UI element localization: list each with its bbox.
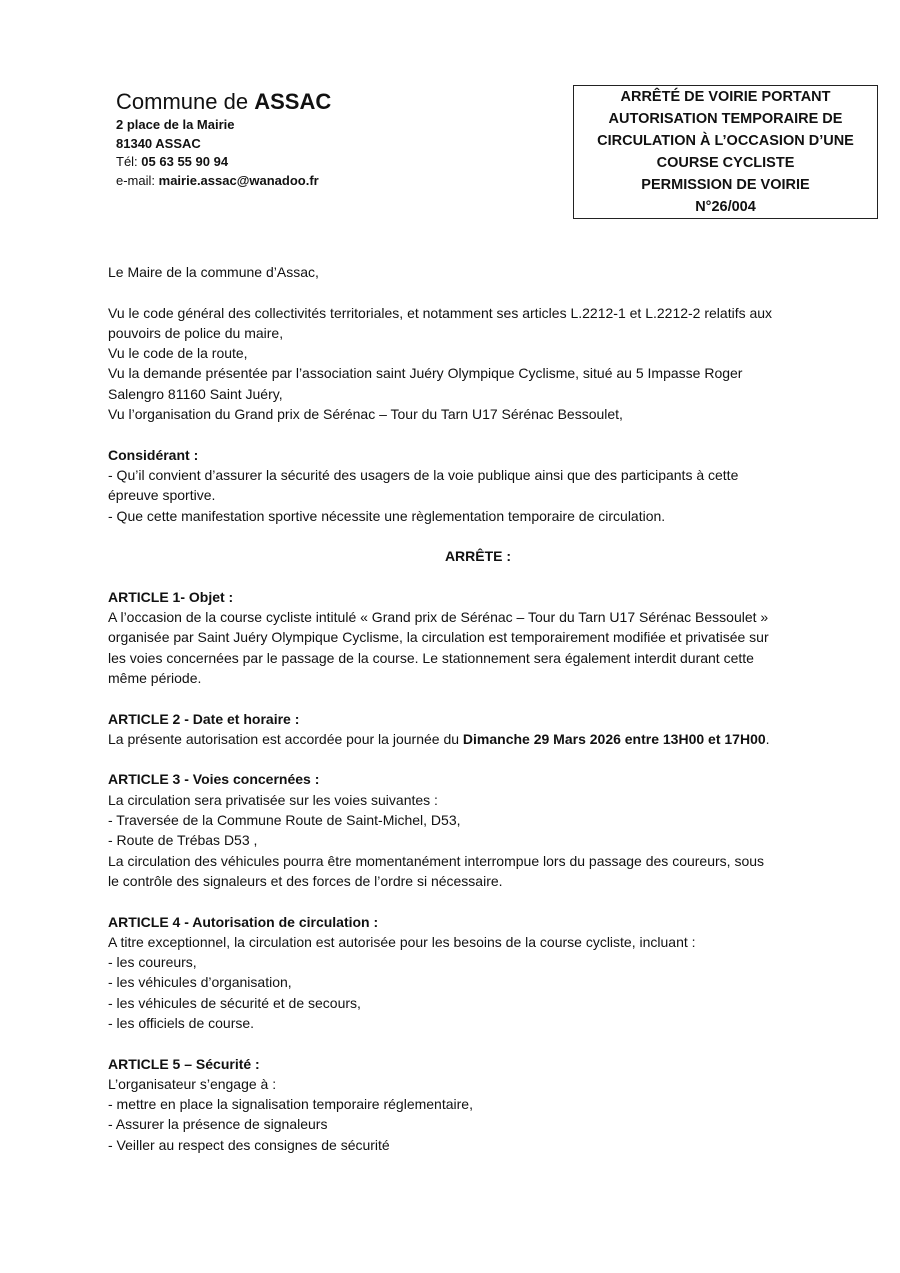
- considerant-line: - Que cette manifestation sportive nécessite une règlementation temporaire de circulation.: [108, 507, 666, 524]
- title-line: COURSE CYCLISTE: [656, 155, 795, 171]
- article-1-heading: ARTICLE 1- Objet :: [108, 588, 234, 605]
- title-line: ARRÊTÉ DE VOIRIE PORTANT: [620, 89, 831, 105]
- commune-phone: Tél: 05 63 55 90 94: [116, 154, 229, 169]
- arrete-heading: ARRÊTE :: [444, 548, 512, 565]
- considerant-heading: Considérant :: [108, 446, 199, 463]
- commune-name: ASSAC: [254, 89, 332, 114]
- article-4-heading: ARTICLE 4 - Autorisation de circulation :: [108, 913, 379, 930]
- commune-title: Commune de ASSAC: [116, 89, 332, 114]
- vu-line: Salengro 81160 Saint Juéry,: [108, 385, 283, 402]
- vu-line: pouvoirs de police du maire,: [108, 324, 284, 341]
- article-5-line: L’organisateur s’engage à :: [108, 1075, 277, 1092]
- article-3-line: - Traversée de la Commune Route de Saint-Michel, D53,: [108, 812, 461, 829]
- decree-title-box: [573, 85, 878, 219]
- vu-line: Vu le code général des collectivités territoriales, et notamment ses articles L.2212-1 et L.2212-2 relatifs aux: [108, 304, 773, 321]
- article-5-heading: ARTICLE 5 – Sécurité :: [108, 1055, 260, 1072]
- article-2-text: La présente autorisation est accordée pour la journée du Dimanche 29 Mars 2026 entre 13H00 et 17H00.: [108, 730, 770, 747]
- commune-address: 2 place de la Mairie: [116, 117, 235, 132]
- article-5-line: - mettre en place la signalisation temporaire réglementaire,: [108, 1096, 473, 1113]
- article-2-heading: ARTICLE 2 - Date et horaire :: [108, 710, 300, 727]
- article-4-line: - les véhicules d’organisation,: [108, 974, 292, 991]
- article-4-line: - les officiels de course.: [108, 1014, 255, 1031]
- commune-header: [116, 88, 331, 190]
- article-1-line: A l’occasion de la course cycliste intitulé « Grand prix de Sérénac – Tour du Tarn U17 Sérénac Bessoulet »: [108, 609, 769, 626]
- article-3-line: La circulation sera privatisée sur les voies suivantes :: [108, 791, 438, 808]
- event-date: Dimanche 29 Mars 2026 entre 13H00 et 17H00: [462, 730, 766, 747]
- considerant-line: - Qu’il convient d’assurer la sécurité des usagers de la voie publique ainsi que des participants à cette: [108, 466, 739, 483]
- article-5-line: - Veiller au respect des consignes de sécurité: [108, 1136, 390, 1153]
- title-line: AUTORISATION TEMPORAIRE DE: [608, 111, 843, 127]
- article-4-line: A titre exceptionnel, la circulation est autorisée pour les besoins de la course cycliste, incluant :: [108, 933, 696, 950]
- intro-text: Le Maire de la commune d’Assac,: [108, 264, 319, 280]
- vu-line: Vu l’organisation du Grand prix de Sérénac – Tour du Tarn U17 Sérénac Bessoulet,: [108, 406, 623, 423]
- vu-line: Vu le code de la route,: [108, 345, 248, 362]
- article-3-line: - Route de Trébas D53 ,: [108, 832, 258, 849]
- article-4-line: - les véhicules de sécurité et de secours,: [108, 994, 361, 1011]
- article-3-heading: ARTICLE 3 - Voies concernées :: [108, 771, 320, 788]
- commune-email: e-mail: mairie.assac@wanadoo.fr: [116, 172, 319, 188]
- article-1-line: organisée par Saint Juéry Olympique Cyclisme, la circulation est temporairement modifiée et privatisée sur: [108, 629, 769, 646]
- article-5-line: - Assurer la présence de signaleurs: [108, 1116, 328, 1133]
- article-1-line: même période.: [108, 669, 202, 686]
- commune-postal-city: 81340 ASSAC: [116, 135, 201, 151]
- article-1-line: les voies concernées par le passage de la course. Le stationnement sera également interdit durant cette: [108, 649, 754, 666]
- considerant-line: épreuve sportive.: [108, 487, 216, 504]
- article-3-line: le contrôle des signaleurs et des forces de l’ordre si nécessaire.: [108, 872, 503, 889]
- vu-line: Vu la demande présentée par l’association saint Juéry Olympique Cyclisme, situé au 5 Impasse Roger: [108, 365, 743, 382]
- article-4-line: - les coureurs,: [108, 954, 197, 971]
- decree-number: N°26/004: [695, 199, 756, 215]
- title-line: PERMISSION DE VOIRIE: [641, 177, 810, 193]
- article-3-line: La circulation des véhicules pourra être momentanément interrompue lors du passage des coureurs, sous: [108, 852, 765, 869]
- title-line: CIRCULATION À L’OCCASION D’UNE: [597, 133, 854, 149]
- document-body: [108, 262, 848, 1155]
